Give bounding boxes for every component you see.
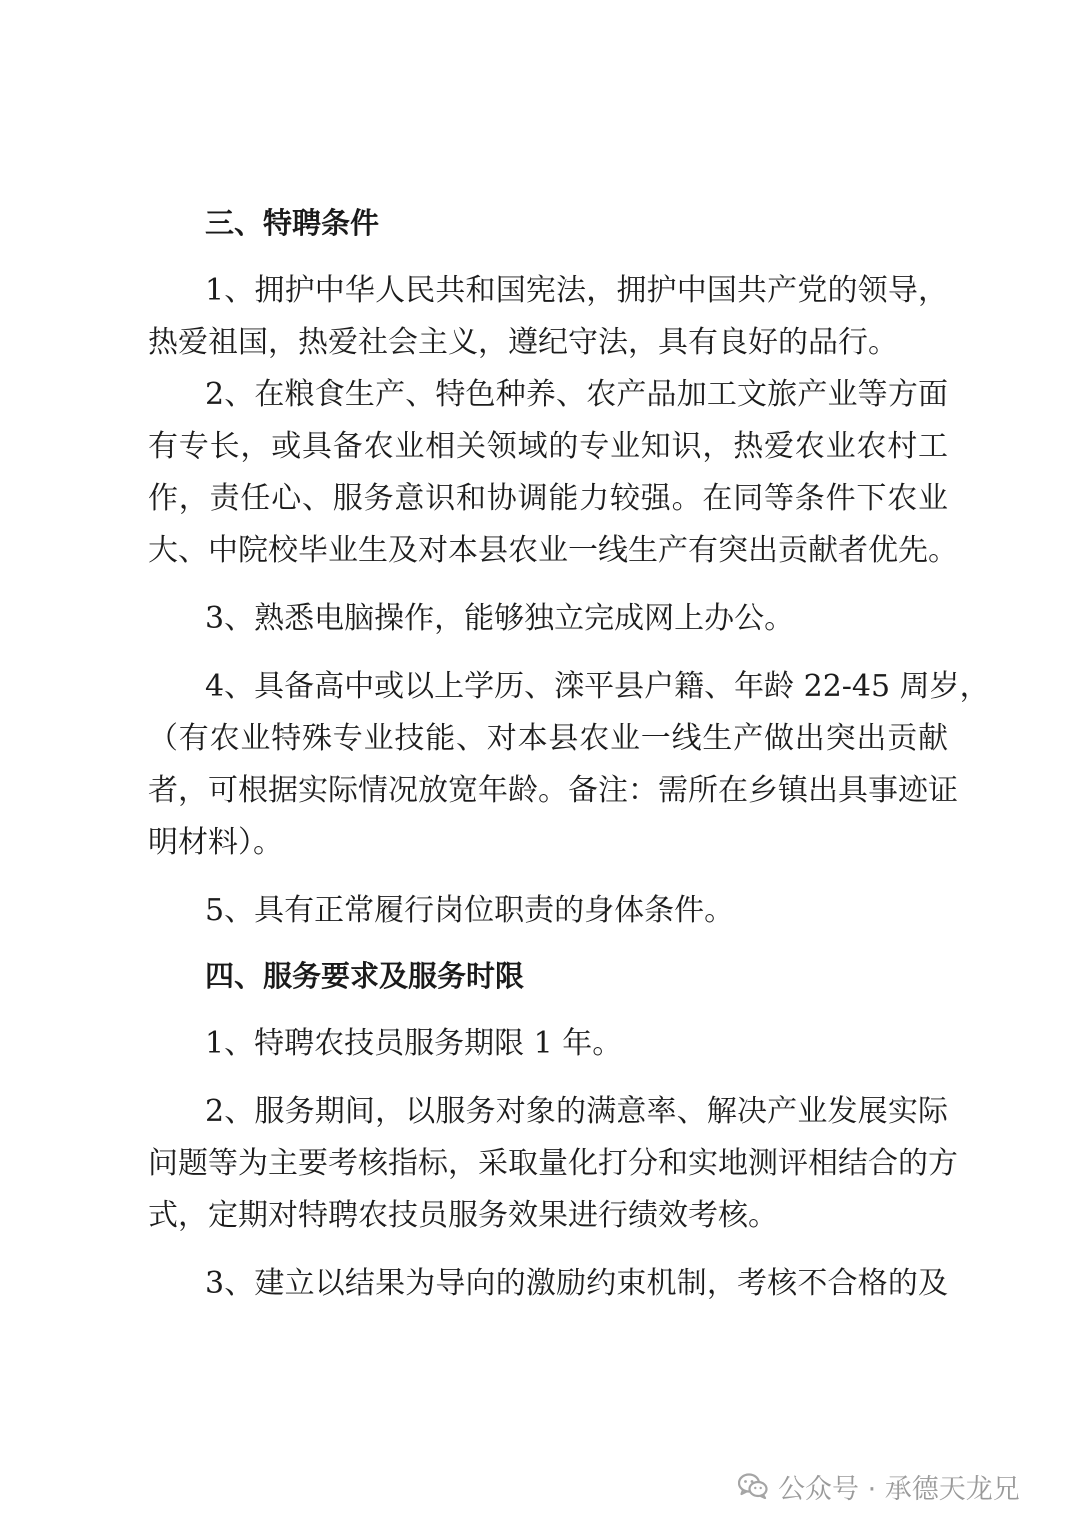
paragraph-line: 5、具有正常履行岗位职责的身体条件。 [205, 893, 735, 928]
wechat-icon [738, 1473, 768, 1499]
paragraph-line: 2、在粮食生产、特色种养、农产品加工文旅产业等方面 [205, 377, 948, 412]
paragraph-line: 3、建立以结果为导向的激励约束机制，考核不合格的及 [205, 1266, 948, 1301]
paragraph-line: 有专长，或具备农业相关领域的专业知识，热爱农业农村工 [148, 429, 948, 464]
paragraph-line: 大、中院校毕业生及对本县农业一线生产有突出贡献者优先。 [148, 533, 958, 568]
watermark [738, 1466, 1020, 1506]
paragraph-line: 明材料）。 [148, 825, 283, 860]
paragraph-line: 1、特聘农技员服务期限 1 年。 [205, 1026, 623, 1061]
section-heading-4: 四、服务要求及服务时限 [205, 959, 525, 993]
paragraph-line: 1、拥护中华人民共和国宪法，拥护中国共产党的领导， [205, 273, 948, 308]
paragraph-line: 热爱祖国，热爱社会主义，遵纪守法，具有良好的品行。 [148, 325, 898, 360]
paragraph-line: 者，可根据实际情况放宽年龄。备注：需所在乡镇出具事迹证 [148, 773, 958, 808]
paragraph-line: 4、具备高中或以上学历、滦平县户籍、年龄 22-45 周岁， [205, 669, 990, 704]
section-heading-3: 三、特聘条件 [205, 206, 380, 240]
paragraph-line: 作，责任心、服务意识和协调能力较强。在同等条件下农业 [148, 481, 948, 516]
paragraph-line: 式，定期对特聘农技员服务效果进行绩效考核。 [148, 1198, 778, 1233]
paragraph-line: 2、服务期间，以服务对象的满意率、解决产业发展实际 [205, 1094, 948, 1129]
paragraph-line: 问题等为主要考核指标，采取量化打分和实地测评相结合的方 [148, 1146, 958, 1181]
watermark-text: 公众号 · 承德天龙兄 [778, 1473, 1020, 1505]
paragraph-line: （有农业特殊专业技能、对本县农业一线生产做出突出贡献 [148, 721, 948, 756]
paragraph-line: 3、熟悉电脑操作，能够独立完成网上办公。 [205, 601, 795, 636]
